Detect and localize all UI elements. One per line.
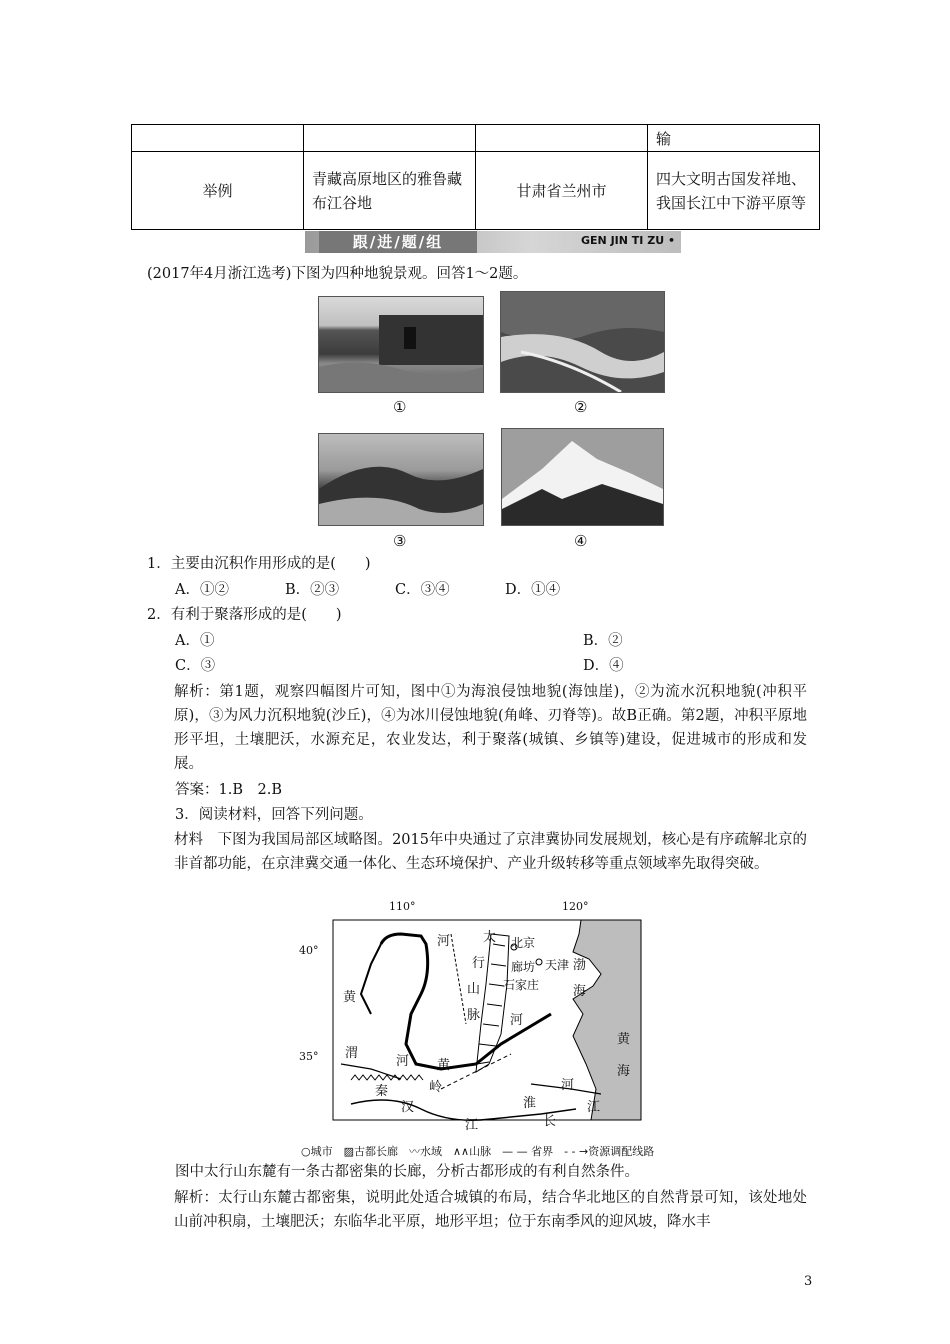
table-cell: 青藏高原地区的雅鲁藏布江谷地 — [304, 152, 476, 230]
map-label: 江 — [465, 1118, 479, 1133]
map-label: 黄 — [437, 1058, 451, 1073]
map-label: 石家庄 — [503, 978, 540, 992]
analysis-3: 解析：太行山东麓古都密集，说明此处适合城镇的布局，结合华北地区的自然背景可知，该处地处山前冲积扇，土壤肥沃；东临华北平原，地形平坦；位于东南季风的迎风坡，降水丰 — [174, 1190, 807, 1230]
photo-label: ② — [574, 398, 588, 416]
map-label: 脉 — [467, 1008, 481, 1023]
option: D．①④ — [505, 582, 561, 598]
question-1-stem: 1．主要由沉积作用形成的是( ) — [147, 556, 371, 572]
sand-dune-photo — [318, 433, 484, 526]
map-label: 黄 — [617, 1032, 631, 1047]
photo-label: ③ — [393, 532, 407, 550]
table-cell: 四大文明古国发祥地、我国长江中下游平原等 — [648, 152, 820, 230]
section-banner — [305, 231, 681, 253]
map-label: 长 — [543, 1114, 557, 1129]
question-2-stem: 2．有利于聚落形成的是( ) — [147, 607, 342, 623]
option: C．③④ — [395, 582, 450, 598]
map-label: 黄 — [343, 990, 357, 1005]
comparison-table — [131, 124, 820, 230]
analysis-1: 解析：第1题，观察四幅图片可知，图中①为海浪侵蚀地貌(海蚀崖)，②为流水沉积地貌(冲积平原)，③为风力沉积地貌(沙丘)，④为冰川侵蚀地貌(角峰、刃脊等)。故B正确。第2题，冲积平原地形平坦，土壤肥沃，水源充足，农业发达，利于聚落(城镇、乡镇等)建设，促进城市的形成和发展。 — [174, 684, 807, 772]
question-3-stem: 3．阅读材料，回答下列问题。 — [175, 807, 373, 823]
map-legend: ○城市 ▨古都长廊 〰水域 ∧∧山脉 — — 省界 - - →资源调配线路 — [301, 1145, 655, 1158]
map-label: 河 — [510, 1013, 524, 1028]
table-cell — [304, 125, 476, 152]
table-cell: 甘肃省兰州市 — [476, 152, 648, 230]
lat-label: 35° — [299, 1050, 319, 1063]
sea-cliff-photo — [318, 296, 484, 393]
table-cell: 输 — [648, 125, 820, 152]
map-label: 北京 — [511, 936, 536, 950]
table-cell — [476, 125, 648, 152]
map-label: 太 — [483, 930, 497, 945]
photo-label: ④ — [574, 532, 588, 550]
option: A．① — [175, 633, 215, 649]
map-label: 渭 — [345, 1046, 359, 1061]
photo-label: ① — [393, 398, 407, 416]
map-label: 河 — [437, 934, 451, 949]
option: C．③ — [175, 658, 216, 674]
lon-label: 120° — [562, 900, 589, 913]
banner-title: 跟/进/题/组 — [319, 231, 477, 253]
map-label: 河 — [396, 1054, 410, 1069]
intro-text: (2017年4月浙江选考)下图为四种地貌景观。回答1～2题。 — [147, 266, 528, 282]
map-label: 岭 — [429, 1080, 443, 1095]
lon-label: 110° — [389, 900, 416, 913]
table-cell: 举例 — [132, 152, 304, 230]
map-label: 海 — [573, 984, 587, 999]
option: D．④ — [583, 658, 624, 674]
map-label: 山 — [467, 982, 481, 997]
map-label: 行 — [472, 956, 486, 971]
map-label: 渤 — [573, 958, 587, 973]
alluvial-plain-photo — [500, 291, 665, 393]
map-label: 河 — [561, 1078, 575, 1093]
map-label: 海 — [617, 1064, 631, 1079]
option: B．② — [583, 633, 623, 649]
page-number: 3 — [804, 1274, 813, 1289]
question-3-text: 图中太行山东麓有一条古都密集的长廊，分析古都形成的有利自然条件。 — [175, 1164, 639, 1180]
lat-label: 40° — [299, 944, 319, 957]
map-label: 江 — [587, 1100, 601, 1115]
map-label: 廊坊 — [511, 960, 536, 974]
answer: 答案：1.B 2.B — [175, 782, 282, 798]
option: B．②③ — [285, 582, 340, 598]
table-cell — [132, 125, 304, 152]
banner-subtitle: GEN JIN TI ZU • — [581, 234, 675, 247]
option: A．①② — [175, 582, 229, 598]
map-label: 汉 — [401, 1100, 415, 1115]
glacial-peak-photo — [501, 428, 664, 526]
material-text: 材料 下图为我国局部区域略图。2015年中央通过了京津冀协同发展规划，核心是有序疏解北京的非首都功能，在京津冀交通一体化、生态环境保护、产业升级转移等重点领域率先取得突破。 — [174, 832, 807, 872]
map-label: 秦 — [375, 1084, 389, 1099]
regional-map — [299, 900, 654, 1140]
map-label: 天津 — [545, 958, 570, 972]
map-label: 淮 — [523, 1096, 537, 1111]
